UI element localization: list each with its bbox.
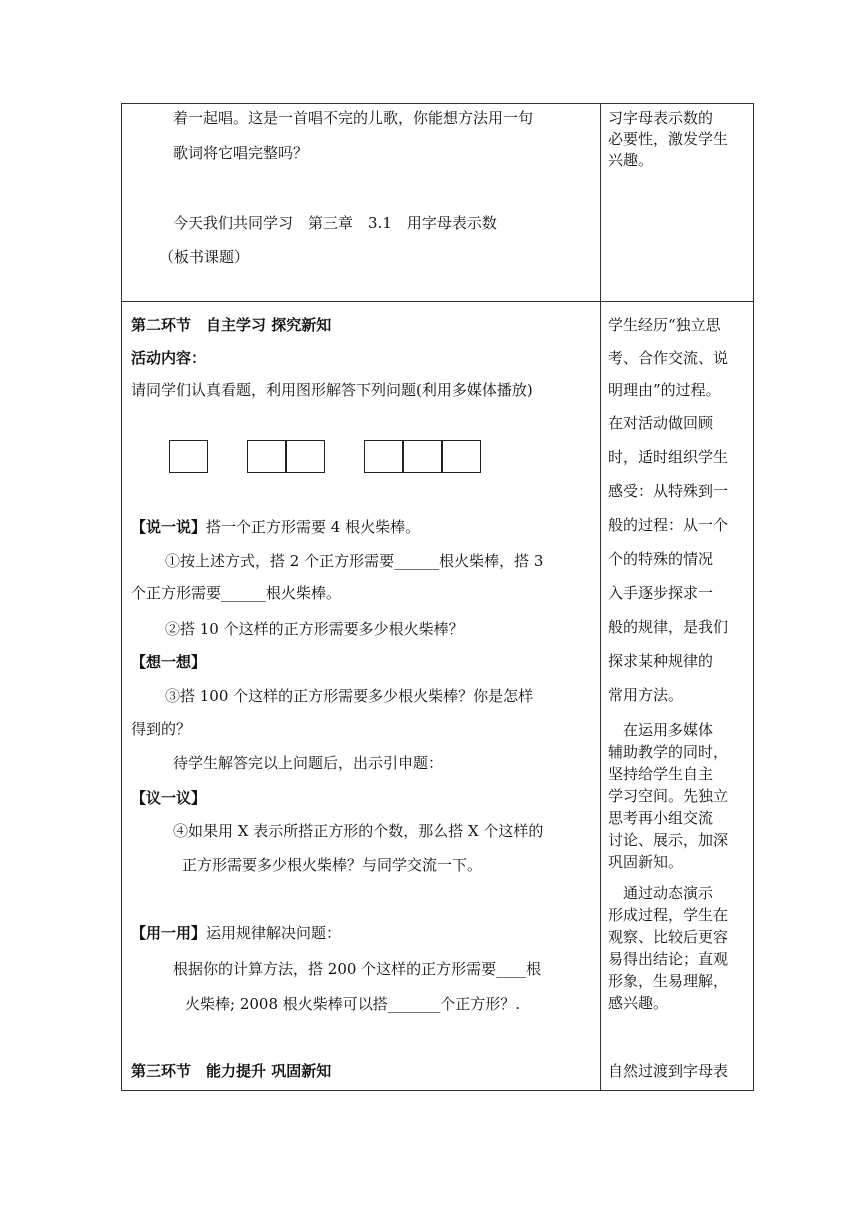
activity-label: 活动内容： xyxy=(131,349,207,367)
note-c-2: 形成过程，学生在 xyxy=(608,906,729,924)
note-c-4: 易得出结论；直观 xyxy=(608,950,729,968)
note-c-6: 感兴趣。 xyxy=(608,994,669,1012)
note-c-1: 通过动态演示 xyxy=(608,884,714,902)
section3-title: 第三环节 能力提升 巩固新知 xyxy=(131,1062,332,1080)
note-top-1: 习字母表示数的 xyxy=(608,109,714,127)
note-a-3: 明理由”的过程。 xyxy=(608,381,721,399)
say-text: 搭一个正方形需要 4 根火柴棒。 xyxy=(206,518,421,536)
note-a-11: 探求某种规律的 xyxy=(608,652,714,670)
figure-three-squares-a xyxy=(364,440,403,473)
lesson-topic: 今天我们共同学习 第三章 3.1 用字母表示数 xyxy=(173,214,497,232)
question-4-line-2: 正方形需要多少根火柴棒？与同学交流一下。 xyxy=(182,856,483,874)
think-label: 【想一想】 xyxy=(131,653,207,671)
question-2: ②搭 10 个这样的正方形需要多少根火柴棒？ xyxy=(165,620,464,638)
note-b-7: 巩固新知。 xyxy=(608,853,684,871)
transition-text: 待学生解答完以上问题后，出示引申题： xyxy=(173,754,444,772)
question-4-line-1: ④如果用 X 表示所搭正方形的个数，那么搭 X 个这样的 xyxy=(173,822,544,840)
note-c-3: 观察、比较后更容 xyxy=(608,928,729,946)
note-a-5: 时，适时组织学生 xyxy=(608,448,729,466)
intro-line-1: 着一起唱。这是一首唱不完的儿歌，你能想方法用一句 xyxy=(173,109,534,127)
note-b-6: 讨论、展示，加深 xyxy=(608,831,729,849)
note-a-8: 个的特殊的情况 xyxy=(608,550,714,568)
use-line xyxy=(131,923,341,943)
section2-title: 第二环节 自主学习 探究新知 xyxy=(131,316,332,334)
note-a-4: 在对活动做回顾 xyxy=(608,414,714,432)
row-divider xyxy=(121,301,754,302)
question-3-line-1: ③搭 100 个这样的正方形需要多少根火柴棒？你是怎样 xyxy=(165,687,534,705)
question-1-line-1: ①按上述方式，搭 2 个正方形需要______根火柴棒，搭 3 xyxy=(165,552,544,570)
note-a-7: 般的过程：从一个 xyxy=(608,516,729,534)
note-b-2: 辅助教学的同时， xyxy=(608,743,729,761)
note-a-1: 学生经历“独立思 xyxy=(608,316,721,334)
column-divider xyxy=(600,103,601,1091)
note-a-9: 入手逐步探求一 xyxy=(608,584,714,602)
activity-intro: 请同学们认真看题，利用图形解答下列问题(利用多媒体播放) xyxy=(131,381,533,399)
intro-line-2: 歌词将它唱完整吗？ xyxy=(173,144,309,162)
question-1-line-2: 个正方形需要______根火柴棒。 xyxy=(131,584,342,602)
note-a-10: 般的规律，是我们 xyxy=(608,618,729,636)
note-a-2: 考、合作交流、说 xyxy=(608,349,729,367)
note-a-12: 常用方法。 xyxy=(608,686,684,704)
figure-one-square xyxy=(169,440,208,473)
note-top-3: 兴趣。 xyxy=(608,151,654,169)
say-label: 【说一说】 xyxy=(131,518,207,536)
board-title-note: （板书课题） xyxy=(159,248,250,266)
note-c-5: 形象，生易理解， xyxy=(608,972,729,990)
note-b-3: 坚持给学生自主 xyxy=(608,765,714,783)
figure-three-squares-b xyxy=(403,440,442,473)
use-text: 运用规律解决问题： xyxy=(206,924,342,942)
figure-two-squares-a xyxy=(247,440,286,473)
note-b-1: 在运用多媒体 xyxy=(608,721,714,739)
question-5-line-2: 火柴棒; 2008 根火柴棒可以搭_______个正方形？. xyxy=(185,995,521,1013)
say-line xyxy=(131,517,420,537)
note-b-4: 学习空间。先独立 xyxy=(608,787,729,805)
figure-three-squares-c xyxy=(442,440,481,473)
discuss-label: 【议一议】 xyxy=(131,789,207,807)
note-last: 自然过渡到字母表 xyxy=(608,1062,729,1080)
note-top-2: 必要性，激发学生 xyxy=(608,130,729,148)
note-b-5: 思考再小组交流 xyxy=(608,809,714,827)
question-5-line-1: 根据你的计算方法，搭 200 个这样的正方形需要____根 xyxy=(173,960,542,978)
figure-two-squares-b xyxy=(286,440,325,473)
question-3-line-2: 得到的？ xyxy=(131,720,192,738)
use-label: 【用一用】 xyxy=(131,924,207,942)
note-a-6: 感受：从特殊到一 xyxy=(608,482,729,500)
